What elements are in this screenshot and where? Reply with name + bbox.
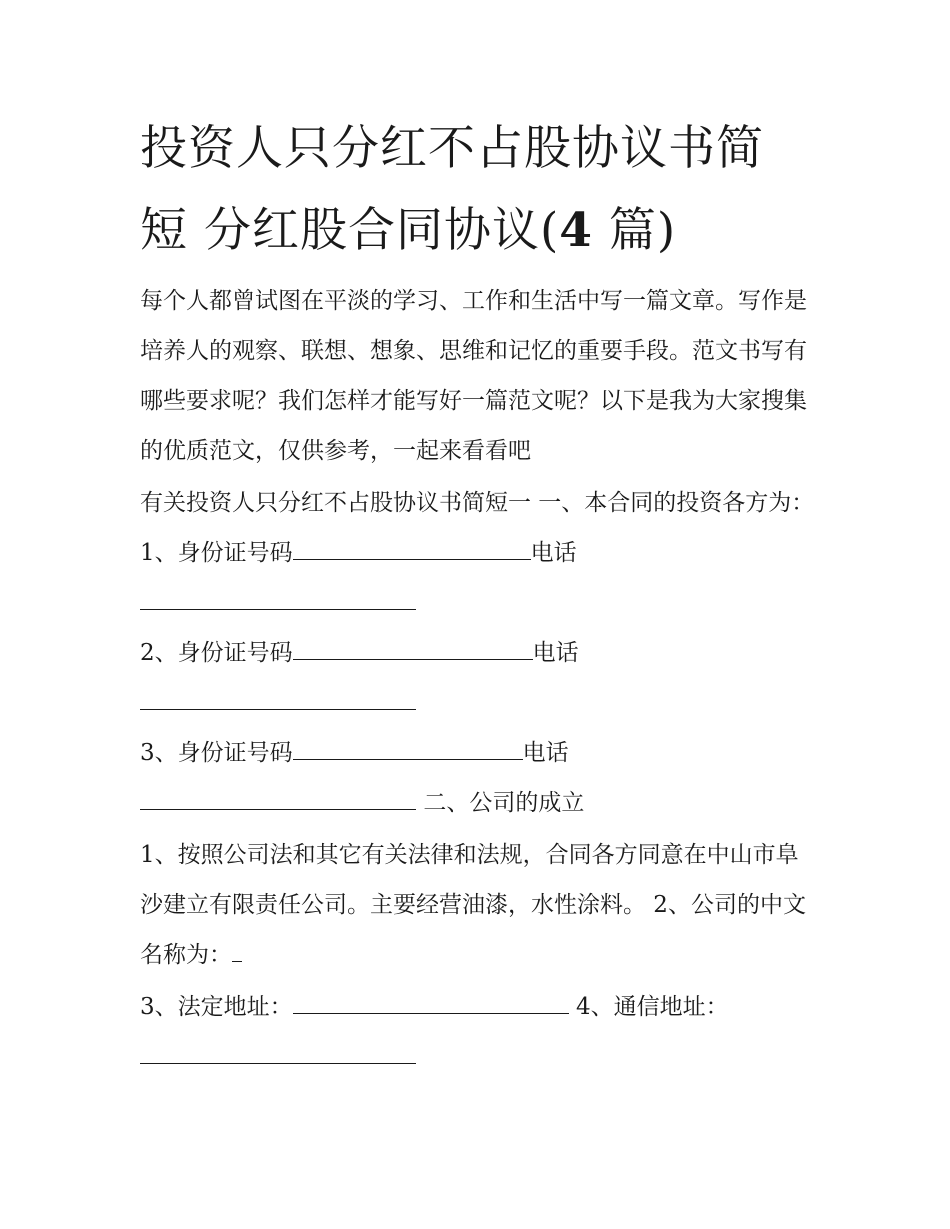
party-1-label: 1、身份证号码 [140,540,293,566]
party-3-phone-line [140,778,820,828]
document-title [140,108,820,272]
clause-1-text: 1、按照公司法和其它有关法律和法规，合同各方同意在中山市阜沙建立有限责任公司。主要经营油漆，水性涂料。 2、公司的中文名称为： [140,842,806,968]
intro-paragraph: 每个人都曾试图在平淡的学习、工作和生活中写一篇文章。写作是培养人的观察、联想、想象、思维和记忆的重要手段。范文书写有哪些要求呢？我们怎样才能写好一篇范文呢？以下是我为大家搜集的优质范文，仅供参考，一起来看看吧 [140,288,807,464]
clause-1-2 [140,830,820,980]
party-2-label: 2、身份证号码 [140,640,293,666]
clause-3-4-line [140,982,820,1032]
section-2-heading: 二、公司的成立 [423,790,585,816]
document-body [140,276,820,1082]
party-3-label: 3、身份证号码 [140,740,293,766]
party-3-id-blank [293,735,523,760]
party-2-id-blank [293,635,533,660]
mailing-address-blank [140,1039,416,1064]
section-1-heading: 有关投资人只分红不占股协议书简短一 一、本合同的投资各方为： [140,490,815,516]
company-name-blank [232,937,242,962]
party-1-phone-line [140,578,820,628]
party-1-phone-blank [140,585,416,610]
party-2-phone-blank [140,685,416,710]
mailing-address-line [140,1032,820,1082]
party-2-phone-line [140,678,820,728]
party-1-id-blank [293,535,531,560]
party-3-phone-blank [140,785,416,810]
legal-address-blank [293,989,569,1014]
party-3-phone-label: 电话 [522,740,569,766]
party-2-phone-label: 电话 [532,640,579,666]
title-line-2-c: 篇) [592,203,677,258]
party-2-line [140,628,820,678]
party-1-phone-label: 电话 [530,540,577,566]
title-line-2-count: 4 [559,203,593,258]
party-3-line [140,728,820,778]
title-line-1: 投资人只分红不占股协议书简 [140,121,764,176]
clause-3-label: 3、法定地址： [140,994,293,1020]
party-1-line [140,528,820,578]
title-line-2-a: 短 分红股合同协议( [140,203,560,258]
clause-4-label: 4、通信地址： [575,994,729,1020]
